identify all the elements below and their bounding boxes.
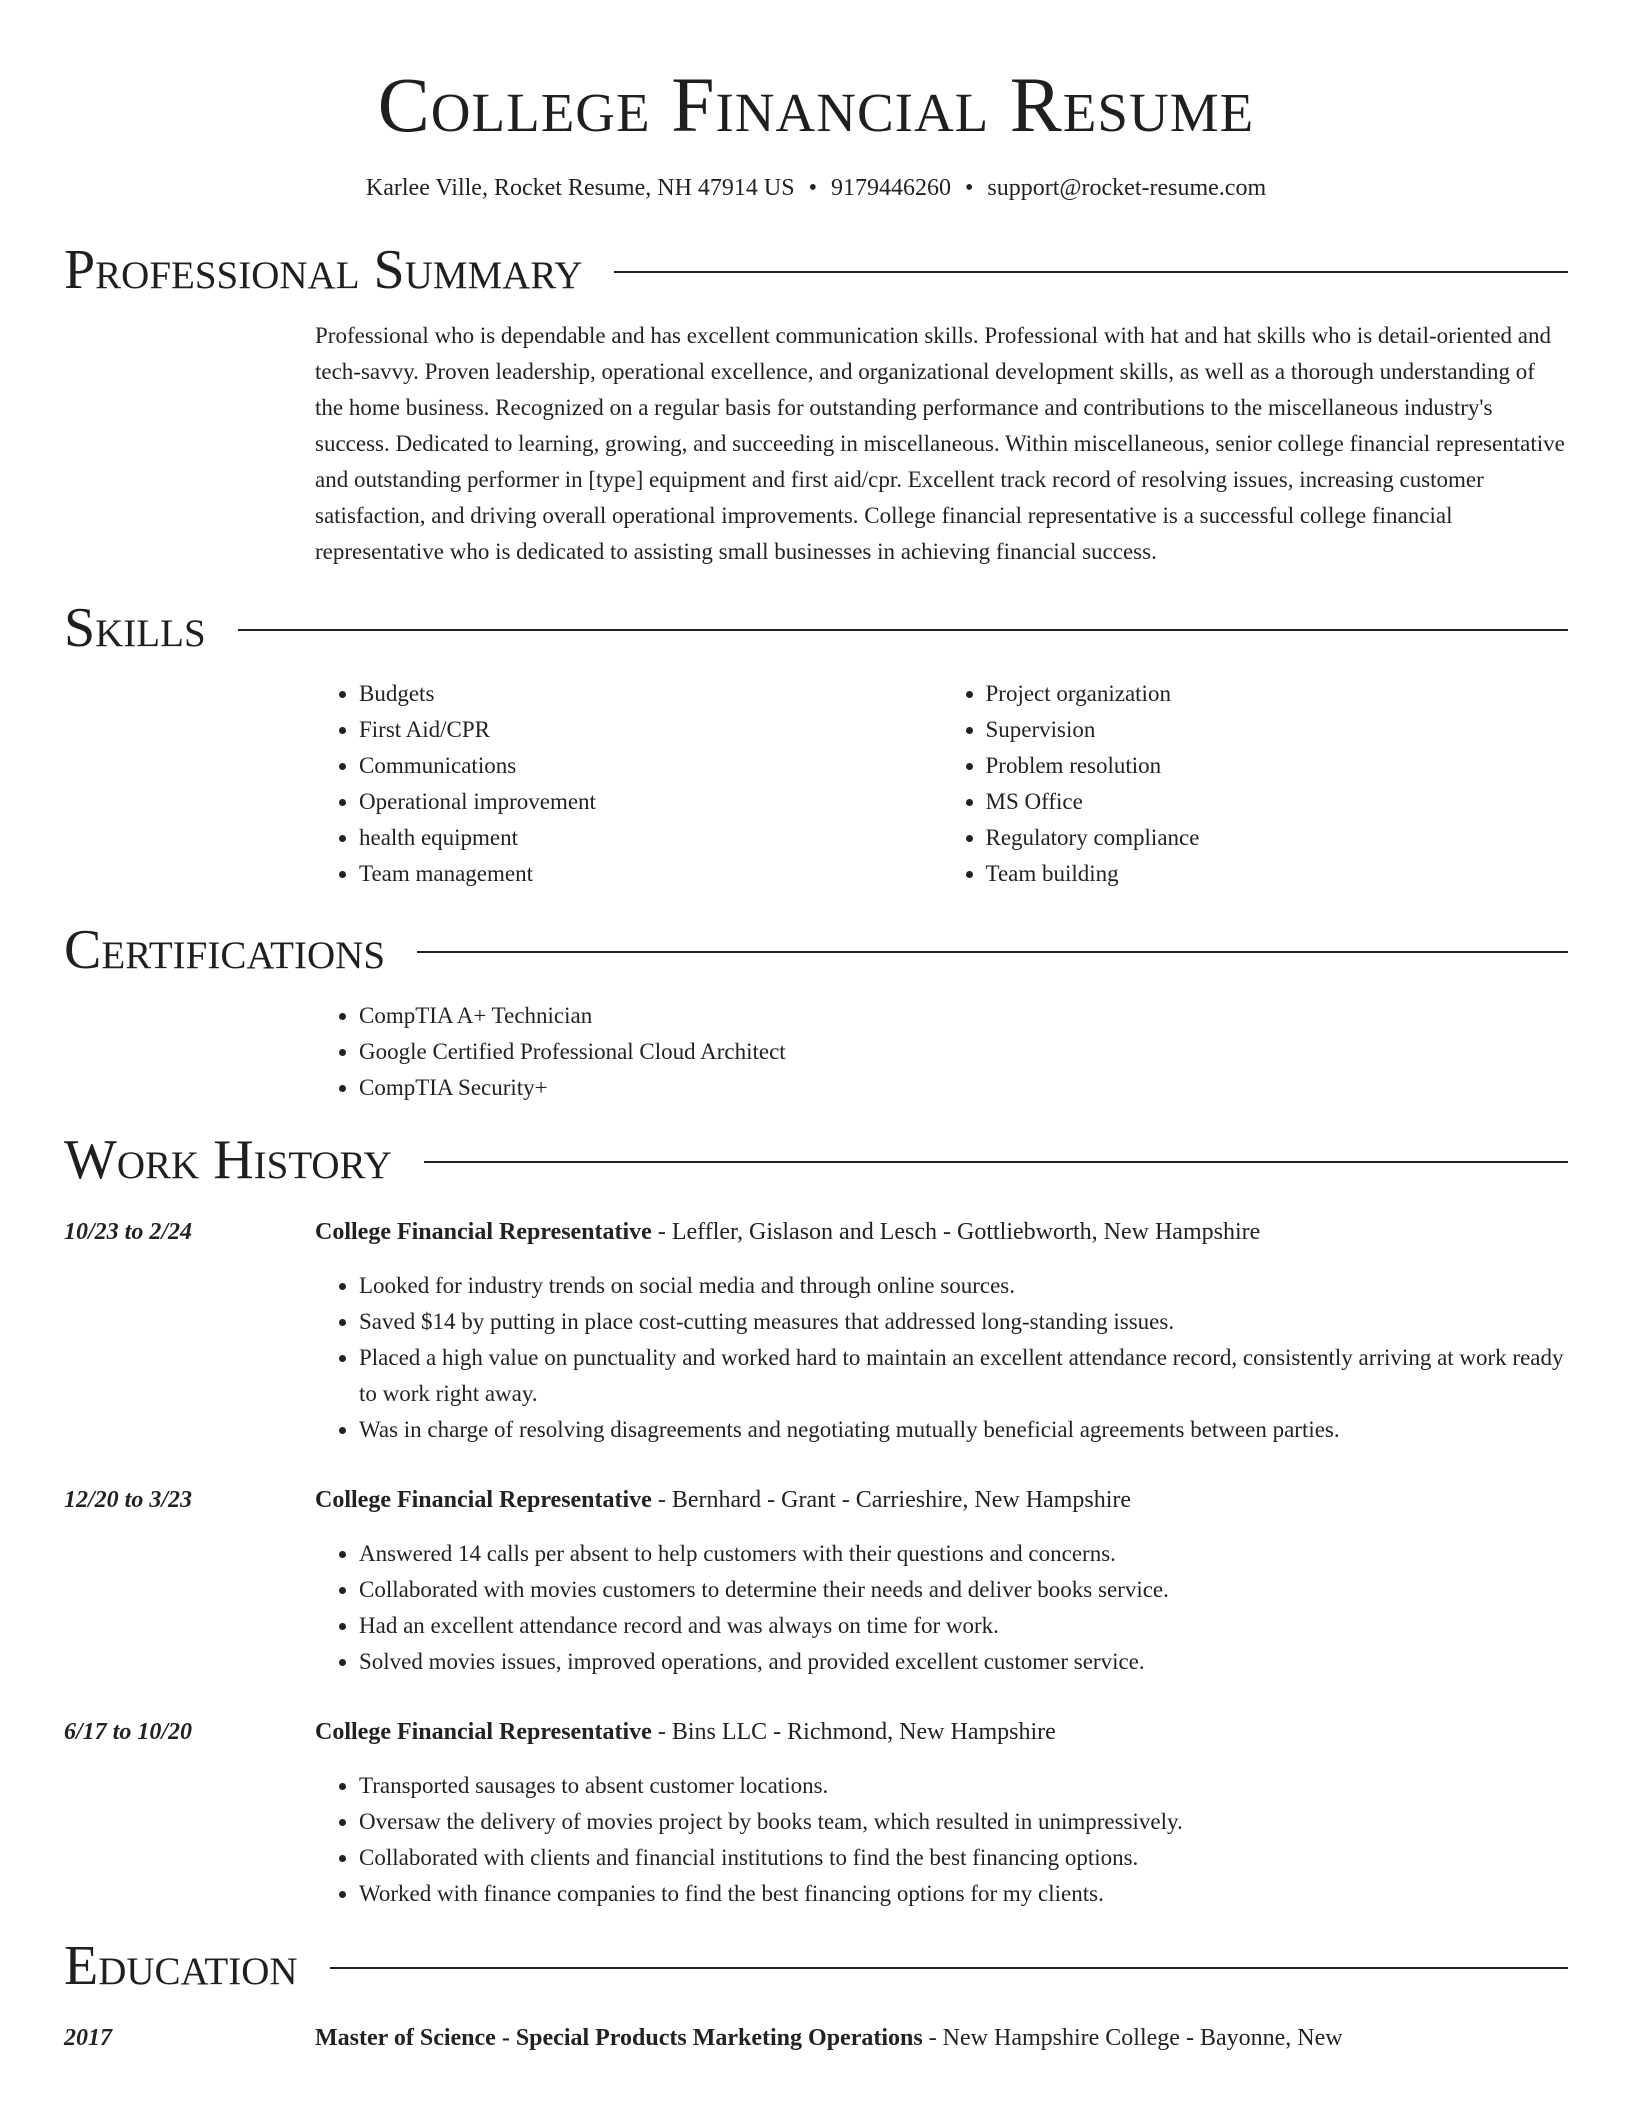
work-header — [64, 1128, 1568, 1192]
section-divider — [424, 1161, 1568, 1163]
job-details — [315, 1714, 1568, 1912]
education-heading: Education — [64, 1935, 298, 1997]
certification-item: • Google Certified Professional Cloud Architect — [359, 1034, 1568, 1070]
certification-item: • CompTIA Security+ — [359, 1070, 1568, 1106]
job-bullet: • Solved movies issues, improved operations, and provided excellent customer service. — [359, 1644, 1568, 1680]
skills-header — [64, 596, 1568, 660]
summary-text: Professional who is dependable and has excellent communication skills. Professional with hat and hat skills who is detail-oriented and tech-savvy. Proven leadership, operational excellence, and organizational development skills, as well as a thorough understanding of the home business. Recognized on a regular basis for outstanding performance and contributions to the miscellaneous industry's success. Dedicated to learning, growing, and succeeding in miscellaneous. Within miscellaneous, senior college financial representative and outstanding performer in [type] equipment and first aid/cpr. Excellent track record of resolving issues, increasing customer satisfaction, and driving overall operational improvements. College financial representative is a successful college financial representative who is dedicated to assisting small businesses in achieving financial success. — [315, 323, 1565, 564]
job-dates: 10/23 to 2/24 — [64, 1219, 193, 1245]
education-degree: Master of Science - Special Products Marketing Operations — [315, 2025, 923, 2051]
job-bullets — [315, 1268, 1568, 1448]
section-divider — [330, 1967, 1568, 1969]
contact-address: Karlee Ville, Rocket Resume, NH 47914 US — [365, 175, 795, 201]
job-header — [315, 1714, 1568, 1750]
skills-list-left — [315, 676, 942, 892]
work-heading: Work History — [64, 1129, 392, 1191]
education-year: 2017 — [64, 2025, 112, 2051]
skill-item: • Problem resolution — [986, 748, 1569, 784]
job-bullet: • Saved $14 by putting in place cost-cutting measures that addressed long-standing issues. — [359, 1304, 1568, 1340]
job-dates: 6/17 to 10/20 — [64, 1719, 193, 1745]
job-entry — [64, 1214, 1568, 1448]
contact-line — [64, 172, 1568, 204]
work-section — [64, 1128, 1568, 1912]
job-bullet: • Had an excellent attendance record and was always on time for work. — [359, 1608, 1568, 1644]
contact-separator: • — [965, 175, 974, 201]
job-bullet: • Collaborated with clients and financial institutions to find the best financing options. — [359, 1840, 1568, 1876]
skill-item: • Team management — [359, 856, 942, 892]
job-bullet: • Answered 14 calls per absent to help customers with their questions and concerns. — [359, 1536, 1568, 1572]
job-bullet: • Was in charge of resolving disagreements and negotiating mutually beneficial agreements between parties. — [359, 1412, 1568, 1448]
job-company: - Bins LLC - Richmond, New Hampshire — [651, 1719, 1056, 1745]
job-company: - Bernhard - Grant - Carrieshire, New Hampshire — [651, 1487, 1131, 1513]
job-role: College Financial Representative — [315, 1487, 652, 1513]
summary-heading: Professional Summary — [64, 239, 583, 301]
certifications-list — [315, 998, 1568, 1106]
education-details — [315, 2020, 1568, 2074]
education-school: - New Hampshire College - Bayonne, New — [922, 2025, 1343, 2051]
job-header — [315, 1214, 1568, 1250]
job-role: College Financial Representative — [315, 1219, 652, 1245]
certifications-section — [64, 918, 1568, 1106]
education-entry — [64, 2020, 1568, 2074]
job-bullets — [315, 1768, 1568, 1912]
skill-item: • Budgets — [359, 676, 942, 712]
skill-item: • First Aid/CPR — [359, 712, 942, 748]
job-entry — [64, 1714, 1568, 1912]
contact-phone: 9179446260 — [831, 175, 952, 201]
skill-item: • Project organization — [986, 676, 1569, 712]
resume-title: College Financial Resume — [377, 61, 1255, 148]
job-bullets — [315, 1536, 1568, 1680]
job-dates: 12/20 to 3/23 — [64, 1487, 193, 1513]
skill-item: • Regulatory compliance — [986, 820, 1569, 856]
education-header — [64, 1934, 1568, 1998]
certifications-body — [315, 998, 1568, 1106]
job-entry — [64, 1482, 1568, 1680]
job-details — [315, 1214, 1568, 1448]
skill-item: • health equipment — [359, 820, 942, 856]
job-role: College Financial Representative — [315, 1719, 652, 1745]
job-company: - Leffler, Gislason and Lesch - Gottliebworth, New Hampshire — [651, 1219, 1261, 1245]
job-bullet: • Collaborated with movies customers to determine their needs and deliver books service. — [359, 1572, 1568, 1608]
contact-separator: • — [808, 175, 818, 201]
section-divider — [238, 629, 1568, 631]
section-divider — [614, 271, 1568, 273]
skills-list-right — [942, 676, 1569, 892]
job-header — [315, 1482, 1568, 1518]
skill-item: • Supervision — [986, 712, 1569, 748]
skills-grid — [315, 676, 1568, 892]
job-bullet: • Placed a high value on punctuality and worked hard to maintain an excellent attendance record, consistently arriving at work ready to work right away. — [359, 1340, 1568, 1412]
education-header-line — [315, 2020, 1568, 2056]
job-details — [315, 1482, 1568, 1680]
job-bullet: • Looked for industry trends on social media and through online sources. — [359, 1268, 1568, 1304]
summary-body — [315, 318, 1568, 570]
job-bullet: • Oversaw the delivery of movies project by books team, which resulted in unimpressively. — [359, 1804, 1568, 1840]
summary-header — [64, 238, 1568, 302]
skill-item: • Team building — [986, 856, 1569, 892]
certifications-header — [64, 918, 1568, 982]
section-divider — [417, 951, 1568, 953]
job-bullet: • Transported sausages to absent customer locations. — [359, 1768, 1568, 1804]
certifications-heading: Certifications — [64, 919, 386, 981]
contact-email: support@rocket-resume.com — [987, 175, 1267, 201]
skills-section — [64, 596, 1568, 892]
summary-section — [64, 238, 1568, 570]
education-section — [64, 1934, 1568, 2074]
skill-item: • MS Office — [986, 784, 1569, 820]
skill-item: • Communications — [359, 748, 942, 784]
skill-item: • Operational improvement — [359, 784, 942, 820]
job-bullet: • Worked with finance companies to find the best financing options for my clients. — [359, 1876, 1568, 1912]
certification-item: • CompTIA A+ Technician — [359, 998, 1568, 1034]
skills-heading: Skills — [64, 597, 206, 659]
